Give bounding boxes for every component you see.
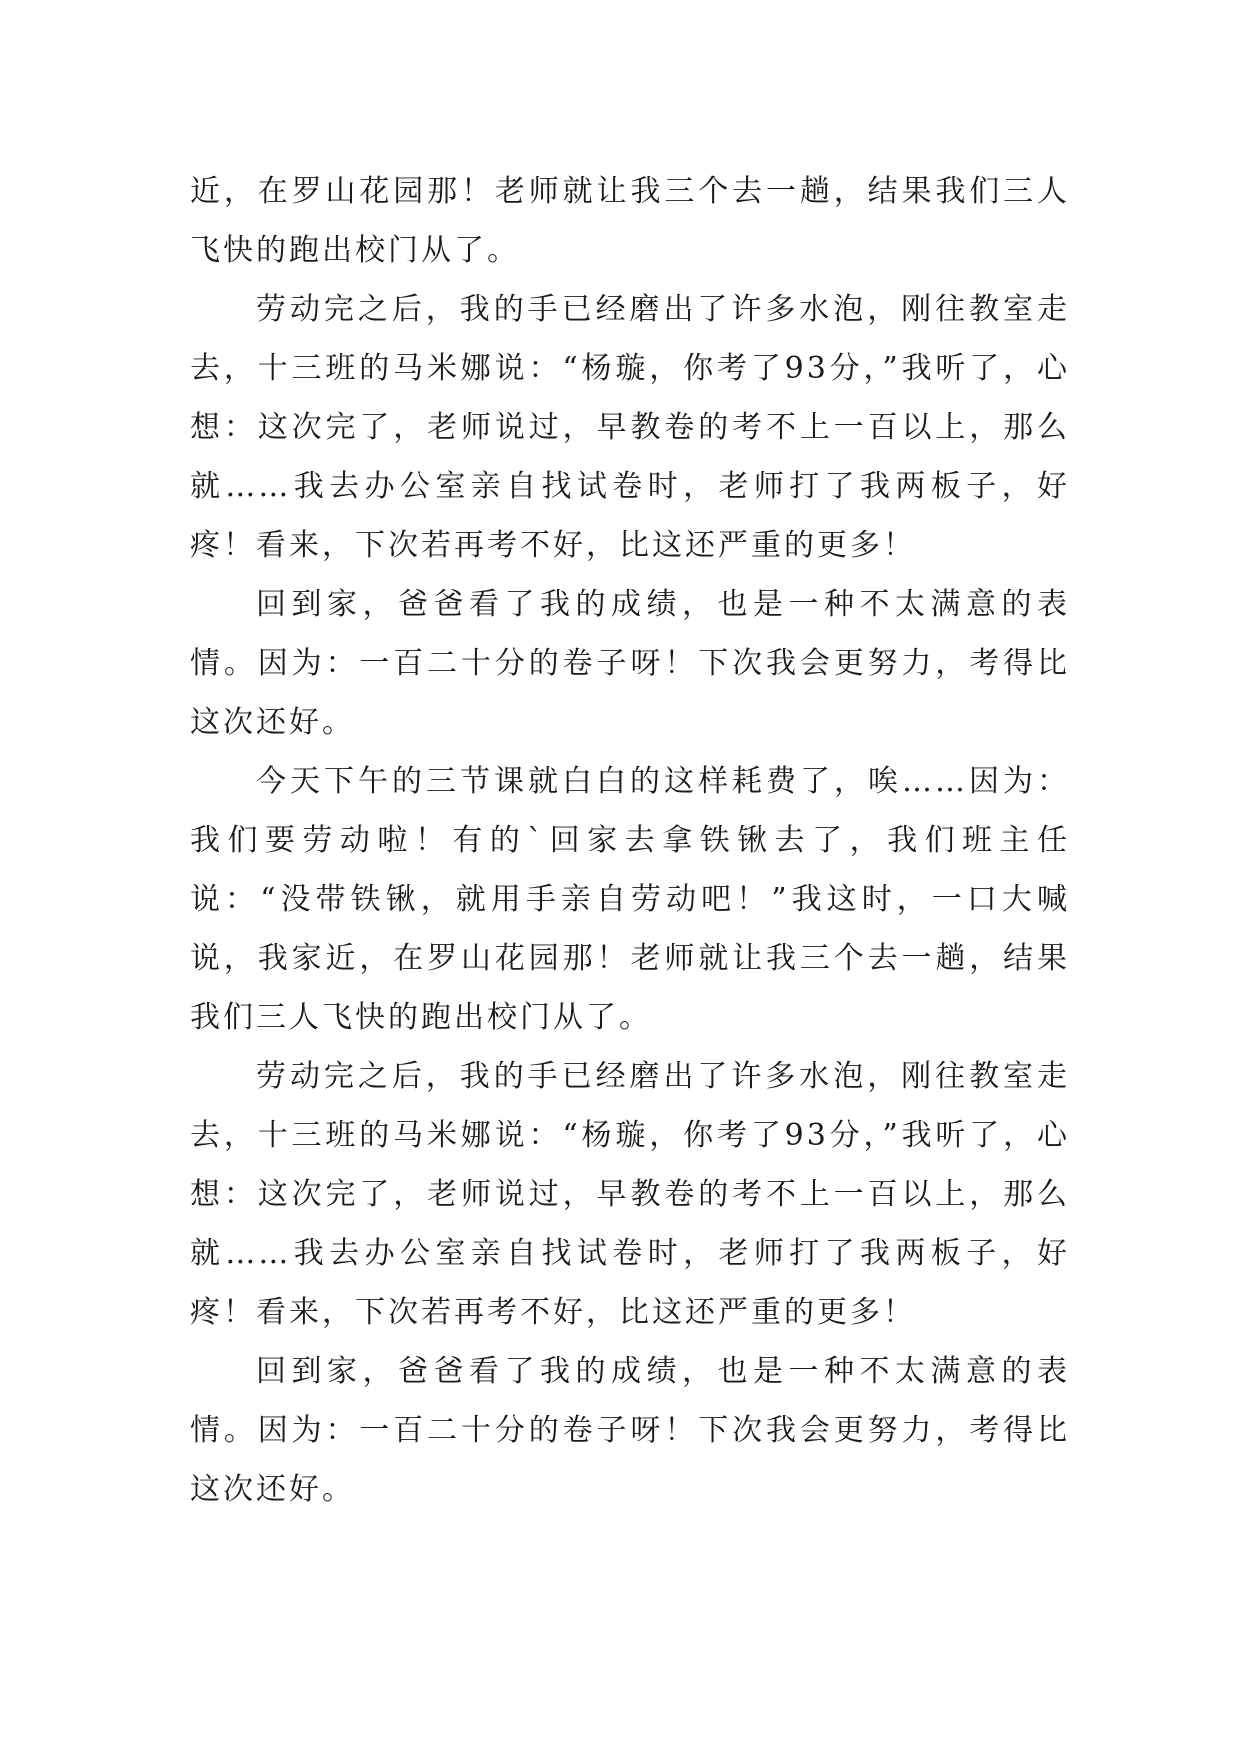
paragraph-4: 今天下午的三节课就白白的这样耗费了，唉……因为：我们要劳动啦！有的`回家去拿铁锹去了，我们班主任说：“没带铁锹，就用手亲自劳动吧！”我这时，一口大喊说，我家近，在罗山花园那！老师就让我三个去一趟，结果我们三人飞快的跑出校门从了。 [190,764,1070,1035]
document-body [190,162,1070,1519]
paragraph-3: 回到家，爸爸看了我的成绩，也是一种不太满意的表情。因为：一百二十分的卷子呀！下次我会更努力，考得比这次还好。 [190,587,1070,740]
paragraph-5: 劳动完之后，我的手已经磨出了许多水泡，刚往教室走去，十三班的马米娜说：“杨璇，你考了93分，”我听了，心想：这次完了，老师说过，早教卷的考不上一百以上，那么就……我去办公室亲自找试卷时，老师打了我两板子，好疼！看来，下次若再考不好，比这还严重的更多！ [190,1059,1070,1330]
paragraph-2: 劳动完之后，我的手已经磨出了许多水泡，刚往教室走去，十三班的马米娜说：“杨璇，你考了93分，”我听了，心想：这次完了，老师说过，早教卷的考不上一百以上，那么就……我去办公室亲自找试卷时，老师打了我两板子，好疼！看来，下次若再考不好，比这还严重的更多！ [190,292,1070,563]
paragraph-6: 回到家，爸爸看了我的成绩，也是一种不太满意的表情。因为：一百二十分的卷子呀！下次我会更努力，考得比这次还好。 [190,1354,1070,1507]
paragraph-1: 近，在罗山花园那！老师就让我三个去一趟，结果我们三人飞快的跑出校门从了。 [190,174,1070,268]
